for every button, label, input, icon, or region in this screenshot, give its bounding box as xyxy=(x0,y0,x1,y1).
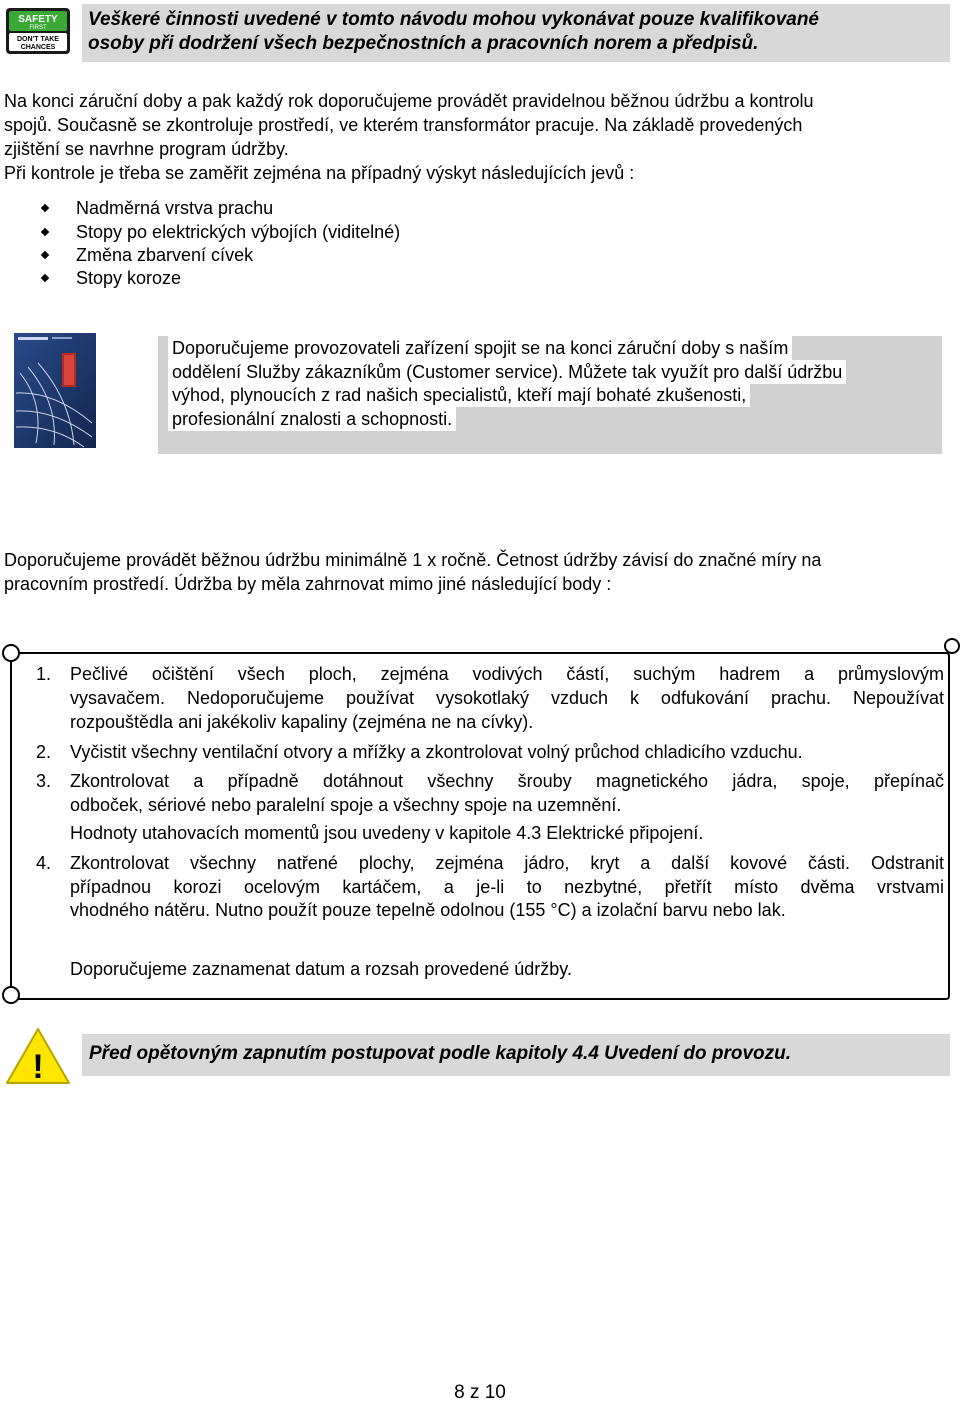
check-list xyxy=(0,196,600,296)
check-item-label: Nadměrná vrstva prachu xyxy=(76,198,274,218)
customer-service-line-1: Doporučujeme provozovateli zařízení spojit se na konci záruční doby s naším xyxy=(168,336,792,360)
step-1-line-1: Pečlivé očištění všech ploch, zejména vodivých částí, suchým hadrem a průmyslovým xyxy=(70,664,944,684)
step-number: 4. xyxy=(36,853,52,873)
step-number: 3. xyxy=(36,771,52,791)
step-3-line-3: Hodnoty utahovacích momentů jsou uvedeny v kapitole 4.3 Elektrické připojení. xyxy=(70,823,704,843)
scroll-curl-bottom-left-icon xyxy=(2,986,20,1004)
step-1-line-3: rozpouštědla ani jakékoliv kapaliny (zejména ne na cívky). xyxy=(70,712,534,732)
logo-text-first: FIRST xyxy=(29,25,47,31)
diamond-bullet-icon xyxy=(41,274,49,282)
step-3-line-2: odboček, sériové nebo paralelní spoje a všechny spoje na uzemnění. xyxy=(70,795,622,815)
customer-service-line-3: výhod, plynoucích z rad našich specialistů, kteří mají bohaté zkušenosti, xyxy=(168,383,750,407)
scroll-curl-top-right-icon xyxy=(944,638,960,654)
customer-service-line-4: profesionální znalosti a schopnosti. xyxy=(168,407,456,431)
check-item-label: Změna zbarvení cívek xyxy=(76,245,254,265)
warning-triangle-icon xyxy=(4,1026,72,1086)
check-item xyxy=(0,266,600,290)
logo-text-chances: CHANCES xyxy=(20,44,56,51)
safety-notice-line-2: osoby při dodržení všech bezpečnostních a pracovních norem a předpisů. xyxy=(88,33,759,54)
safety-notice-line-1: Veškeré činnosti uvedené v tomto návodu mohou vykonávat pouze kvalifikované xyxy=(88,9,819,30)
check-item-label: Stopy po elektrických výbojích (viditelné) xyxy=(76,222,401,242)
logo-text-safety: SAFETY xyxy=(18,14,58,25)
logo-text-dont-take: DON'T TAKE xyxy=(17,36,59,43)
customer-service-line-2: oddělení Služby zákazníkům (Customer service). Můžete tak využít pro další údržbu xyxy=(168,360,846,384)
step-number: 2. xyxy=(36,742,52,762)
step-4-line-3: vhodného nátěru. Nutno použít pouze tepelně odolnou (155 °C) a izolační barvu nebo lak. xyxy=(70,900,786,920)
diamond-bullet-icon xyxy=(41,204,49,212)
safety-first-logo xyxy=(6,8,70,54)
intro-line-4: Při kontrole je třeba se zaměřit zejména na případný výskyt následujících jevů : xyxy=(4,163,635,183)
step-1-line-2: vysavačem. Nedoporučujeme používat vysokotlaký vzduch k odfukování prachu. Nepoužívat xyxy=(70,688,944,708)
check-item-label: Stopy koroze xyxy=(76,268,182,288)
page-number: 8 z 10 xyxy=(454,1382,506,1403)
step-4-line-1: Zkontrolovat všechny natřené plochy, zejména jádro, kryt a další kovové části. Odstranit xyxy=(70,853,944,873)
check-item xyxy=(0,243,600,267)
maintenance-line-1: Doporučujeme provádět běžnou údržbu minimálně 1 x ročně. Četnost údržby závisí do značné míry na xyxy=(4,550,822,570)
maintenance-line-2: pracovním prostředí. Údržba by měla zahrnovat mimo jiné následující body : xyxy=(4,574,612,594)
step-3-line-1: Zkontrolovat a případně dotáhnout všechny šrouby magnetického jádra, spoje, přepínač xyxy=(70,771,944,791)
intro-line-1: Na konci záruční doby a pak každý rok doporučujeme provádět pravidelnou běžnou údržbu a kontrolu xyxy=(4,91,814,111)
diamond-bullet-icon xyxy=(41,228,49,236)
service-brochure-image xyxy=(14,333,96,448)
step-number: 1. xyxy=(36,664,52,684)
warning-text: Před opětovným zapnutím postupovat podle kapitoly 4.4 Uvedení do provozu. xyxy=(89,1043,792,1064)
record-note: Doporučujeme zaznamenat datum a rozsah provedené údržby. xyxy=(70,959,572,979)
step-4-line-2: případnou korozi ocelovým kartáčem, a je-li to nezbytné, přetřít místo dvěma vrstvami xyxy=(70,877,944,897)
check-item xyxy=(0,220,600,244)
intro-line-3: zjištění se navrhne program údržby. xyxy=(4,139,289,159)
check-item xyxy=(0,196,600,220)
diamond-bullet-icon xyxy=(41,251,49,259)
warning-exclamation: ! xyxy=(32,1048,44,1086)
scroll-curl-top-left-icon xyxy=(2,644,20,662)
step-2-line-1: Vyčistit všechny ventilační otvory a mřížky a zkontrolovat volný průchod chladicího vzduchu. xyxy=(70,742,803,762)
intro-line-2: spojů. Současně se zkontroluje prostředí, ve kterém transformátor pracuje. Na základě provedených xyxy=(4,115,803,135)
